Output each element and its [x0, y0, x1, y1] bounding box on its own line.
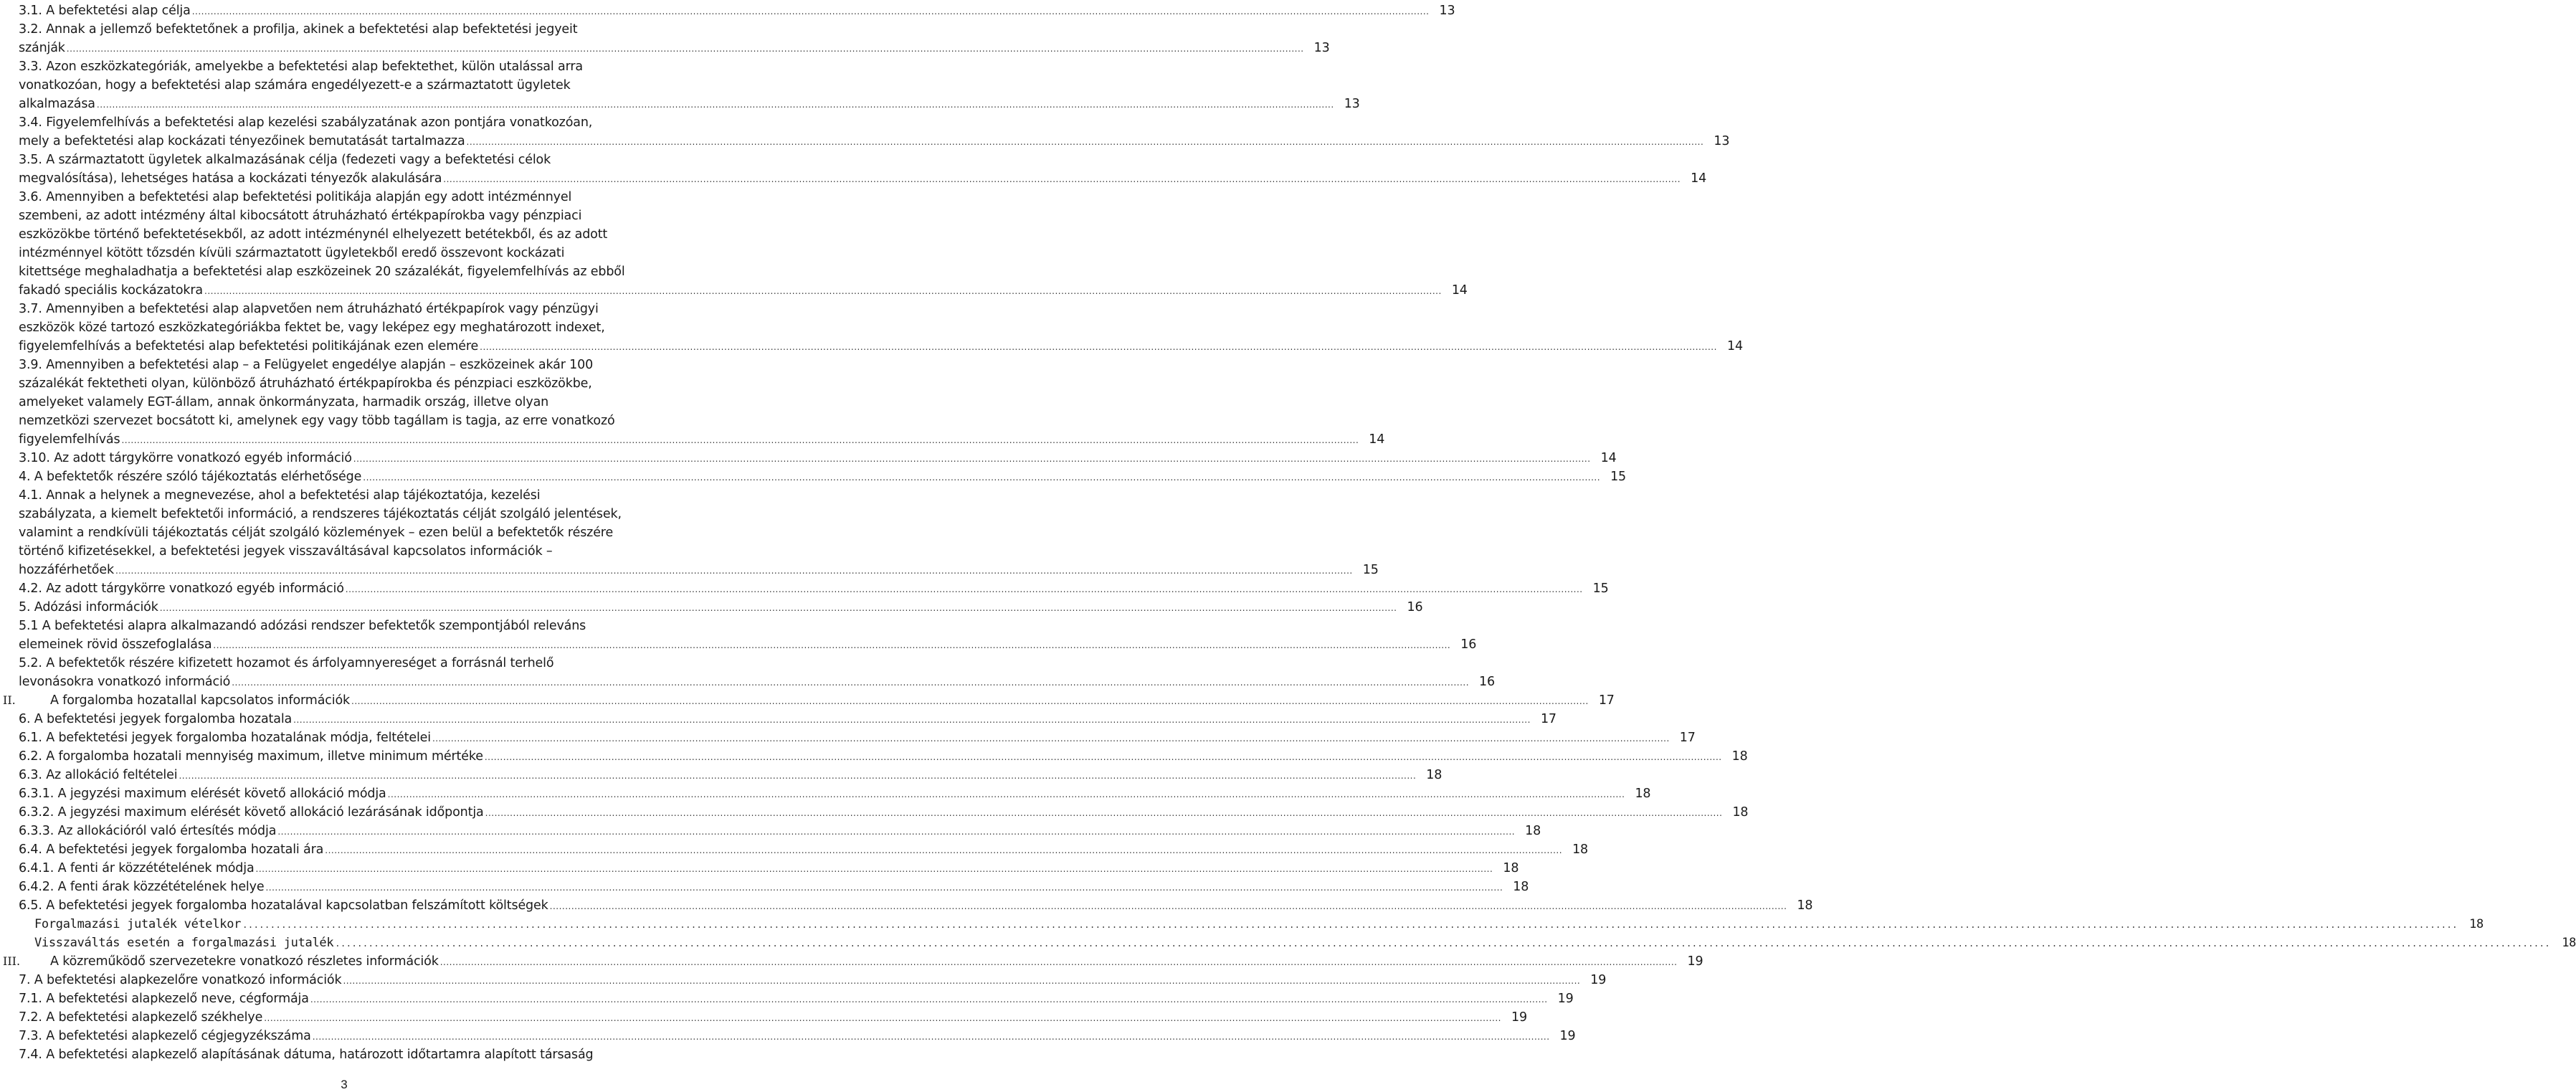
toc-entry[interactable]	[34, 915, 2484, 934]
toc-entry[interactable]	[19, 1027, 1576, 1046]
toc-page-number: 19	[1557, 992, 1574, 1006]
toc-entry[interactable]	[19, 113, 1730, 151]
toc-entry-text: történő kifizetésekkel, a befektetési jegyek visszaváltásával kapcsolatos információk –	[19, 544, 553, 559]
toc-entry-text: 4.1. Annak a helynek a megnevezése, ahol a befektetési alap tájékoztatója, kezelési	[19, 488, 541, 503]
dot-leader: ................................................................................................................................................................................................................................................................................................................................................................................................................	[312, 1032, 1550, 1042]
toc-page-number: 18	[1797, 898, 1813, 913]
dot-leader: ................................................................................................................................................................................................................................................................................................................................................................................................................	[549, 901, 1787, 911]
dot-leader: ................................................................................................................................................................................................................................................................................................................................................................................................................	[325, 845, 1563, 855]
toc-entry[interactable]	[19, 784, 1651, 804]
toc-entry[interactable]	[19, 971, 1607, 990]
toc-entry-text: 4.2. Az adott tárgykörre vonatkozó egyéb információ	[19, 581, 344, 596]
toc-entry-text: A forgalomba hozatallal kapcsolatos információk	[50, 693, 350, 708]
toc-page-number: 13	[1714, 134, 1730, 148]
toc-entry-text: 6. A befektetési jegyek forgalomba hozatala	[19, 712, 293, 726]
toc-entry[interactable]	[19, 300, 1743, 356]
toc-entry[interactable]	[19, 728, 1696, 748]
dot-leader: ................................................................................................................................................................................................................................................................................................................................................................................................................	[232, 678, 1470, 688]
toc-page-number: 16	[1407, 600, 1423, 614]
toc-page-number: 18	[2469, 917, 2484, 931]
dot-leader: ................................................................................................................................................................................................................................................................................................................................................................................................................	[115, 566, 1353, 576]
toc-entry-text: 6.3. Az allokáció feltételei	[19, 768, 178, 782]
toc-entry-text: Visszaváltás esetén a forgalmazási jutalék	[34, 936, 334, 950]
toc-entry-text: 6.4.2. A fenti árak közzétételének helye	[19, 880, 265, 894]
dot-leader: ................................................................................................................................................................................................................................................................................................................................................................................................................	[343, 976, 1581, 986]
toc-entry[interactable]	[19, 356, 1385, 450]
dot-leader: ................................................................................................................................................................................................................................................................................................................................................................................................................	[353, 454, 1591, 464]
toc-page-number: 19	[1559, 1029, 1576, 1043]
toc-entry-text: vonatkozóan, hogy a befektetési alap számára engedélyezett-e a származtatott ügyletek	[19, 78, 571, 92]
dot-leader: ................................................................................................................................................................................................................................................................................................................................................................................................................	[432, 733, 1670, 744]
toc-entry-text: 7. A befektetési alapkezelőre vonatkozó információk	[19, 973, 342, 987]
toc-page-number: 18	[1426, 768, 1443, 782]
toc-entry-text: 5.2. A befektetők részére kifizetett hozamot és árfolyamnyereséget a forrásnál terhelő	[19, 656, 554, 670]
toc-page-number: 17	[1540, 712, 1556, 726]
toc-entry[interactable]	[19, 151, 1707, 189]
part-number: II.	[3, 693, 16, 707]
toc-entry-text: nemzetközi szervezet bocsátott ki, amelynek egy vagy több tagállam is tagja, az erre vonatkozó	[19, 414, 615, 428]
toc-page-number: 15	[1610, 470, 1627, 484]
toc-entry-text: eszközök közé tartozó eszközkategóriákba fektet be, vagy leképez egy meghatározott indexet,	[19, 321, 605, 335]
toc-entry[interactable]	[50, 691, 1615, 711]
toc-entry[interactable]	[19, 840, 1589, 860]
toc-entry[interactable]	[19, 617, 1477, 655]
toc-entry[interactable]	[19, 654, 1496, 692]
toc-entry[interactable]	[19, 20, 1330, 58]
dot-leader: ................................................................................................................................................................................................................................................................................................................................................................................................................	[159, 603, 1397, 613]
toc-entry-text: kitettsége meghaladhatja a befektetési alap eszközeinek 20 százalékát, figyelemfelhívás az ebből	[19, 265, 625, 279]
dot-leader: ................................................................................................................................................................................................................................................................................................................................................................................................................	[191, 6, 1430, 16]
toc-entry-text: 3.5. A származtatott ügyletek alkalmazásának célja (fedezeti vagy a befektetési célok	[19, 153, 551, 167]
toc-entry-text: 7.3. A befektetési alapkezelő cégjegyzékszáma	[19, 1029, 311, 1043]
toc-page-number: 17	[1598, 693, 1615, 708]
dot-leader: ................................................................................................................................................................................................................................................................................................................................................................................................................	[345, 584, 1583, 594]
part-number: III.	[3, 954, 21, 968]
toc-entry-text: 5.1 A befektetési alapra alkalmazandó adózási rendszer befektetők szempontjából releváns	[19, 619, 586, 633]
toc-entry-text: 3.4. Figyelemfelhívás a befektetési alap kezelési szabályzatának azon pontjára vonatkozóan,	[19, 115, 593, 130]
dot-leader: ................................................................................................................................................................................................................................................................................................................................................................................................................	[293, 715, 1531, 725]
toc-entry[interactable]	[19, 449, 1617, 468]
toc-page-number: 18	[1513, 880, 1529, 894]
toc-entry-text: 3.10. Az adott tárgykörre vonatkozó egyéb információ	[19, 451, 352, 465]
toc-entry-text: 3.1. A befektetési alap célja	[19, 4, 191, 18]
toc-entry[interactable]	[19, 1045, 688, 1064]
toc-entry[interactable]	[19, 1008, 1527, 1027]
toc-entry-text: mely a befektetési alap kockázati tényezőinek bemutatását tartalmazza	[19, 134, 465, 148]
toc-entry-text: 6.1. A befektetési jegyek forgalomba hozatalának módja, feltételei	[19, 731, 431, 745]
toc-page-number: 19	[1590, 973, 1607, 987]
dot-leader: ................................................................................................................................................................................................................................................................................................................................................................................................................	[277, 827, 1516, 837]
toc-entry[interactable]	[19, 188, 1468, 300]
toc-entry-text: 3.6. Amennyiben a befektetési alap befektetési politikája alapján egy adott intézménnyel	[19, 190, 572, 204]
dot-leader: ................................................................................................................................................................................................................................................................................................................................................................................................................	[242, 920, 2458, 930]
dot-leader: ................................................................................................................................................................................................................................................................................................................................................................................................................	[484, 752, 1722, 762]
dot-leader: ................................................................................................................................................................................................................................................................................................................................................................................................................	[439, 957, 1678, 967]
toc-page-number: 14	[1691, 171, 1707, 186]
toc-page-number: 18	[1732, 805, 1749, 820]
dot-leader: ................................................................................................................................................................................................................................................................................................................................................................................................................	[264, 1013, 1501, 1023]
toc-entry-text: 3.7. Amennyiben a befektetési alap alapvetően nem átruházható értékpapírok vagy pénzügyi	[19, 302, 599, 316]
dot-leader: ................................................................................................................................................................................................................................................................................................................................................................................................................	[204, 286, 1442, 296]
toc-entry[interactable]	[19, 598, 1423, 617]
toc-entry[interactable]	[19, 803, 1749, 822]
toc-page-number: 16	[1460, 637, 1477, 652]
toc-entry[interactable]	[19, 989, 1574, 1009]
toc-entry-text: 7.2. A befektetési alapkezelő székhelye	[19, 1010, 263, 1025]
toc-entry-text: alkalmazása	[19, 97, 95, 111]
toc-entry[interactable]	[19, 859, 1519, 878]
toc-page-number: 18	[1635, 787, 1651, 801]
toc-entry-text: valamint a rendkívüli tájékoztatás célját szolgáló közlemények – ezen belül a befektetők részére	[19, 526, 614, 540]
toc-entry-text: hozzáférhetőek	[19, 563, 114, 577]
dot-leader: ................................................................................................................................................................................................................................................................................................................................................................................................................	[485, 808, 1723, 818]
toc-page-number: 18	[1572, 842, 1589, 857]
toc-entry-text: elemeinek rövid összefoglalása	[19, 637, 212, 652]
toc-entry-text: figyelemfelhívás a befektetési alap befektetési politikájának ezen elemére	[19, 339, 479, 353]
toc-entry-text: 6.3.2. A jegyzési maximum elérését követő allokáció lezárásának időpontja	[19, 805, 484, 820]
toc-page-number: 14	[1451, 283, 1468, 298]
dot-leader: ................................................................................................................................................................................................................................................................................................................................................................................................................	[66, 44, 1304, 54]
toc-page-number: 13	[1313, 41, 1330, 55]
toc-entry-text: 7.4. A befektetési alapkezelő alapításának dátuma, határozott időtartamra alapított társaság	[19, 1048, 594, 1062]
toc-page-number: 19	[1511, 1010, 1527, 1025]
toc-page-number: 15	[1362, 563, 1379, 577]
dot-leader: ................................................................................................................................................................................................................................................................................................................................................................................................................	[255, 864, 1493, 874]
dot-leader: ................................................................................................................................................................................................................................................................................................................................................................................................................	[466, 137, 1704, 147]
toc-page-number: 17	[1679, 731, 1696, 745]
toc-entry[interactable]	[19, 766, 1443, 785]
toc-entry-text: 6.5. A befektetési jegyek forgalomba hozatalával kapcsolatban felszámított költségek	[19, 898, 548, 913]
toc-entry-text: A közreműködő szervezetekre vonatkozó részletes információk	[50, 954, 439, 969]
toc-entry-text: szembeni, az adott intézmény által kibocsátott átruházható értékpapírokba vagy pénzpiaci	[19, 209, 582, 223]
toc-entry[interactable]	[19, 467, 1627, 487]
dot-leader: ................................................................................................................................................................................................................................................................................................................................................................................................................	[363, 473, 1601, 483]
toc-page-number: 15	[1592, 581, 1609, 596]
toc-entry-text: 6.3.1. A jegyzési maximum elérését követő allokáció módja	[19, 787, 386, 801]
toc-entry-text: levonásokra vonatkozó információ	[19, 675, 231, 689]
dot-leader: ................................................................................................................................................................................................................................................................................................................................................................................................................	[310, 994, 1548, 1005]
dot-leader: ................................................................................................................................................................................................................................................................................................................................................................................................................	[179, 771, 1417, 781]
toc-page-number: 19	[1687, 954, 1703, 969]
toc-entry-text: figyelemfelhívás	[19, 432, 120, 447]
toc-page-number: 16	[1479, 675, 1496, 689]
toc-page-number: 14	[1600, 451, 1617, 465]
toc-entry-text: fakadó speciális kockázatokra	[19, 283, 203, 298]
toc-entry-text: 3.2. Annak a jellemző befektetőnek a profilja, akinek a befektetési alap befektetési jegyeit	[19, 22, 578, 37]
toc-entry[interactable]	[50, 952, 1703, 972]
toc-entry[interactable]	[19, 486, 1379, 580]
dot-leader: ................................................................................................................................................................................................................................................................................................................................................................................................................	[96, 100, 1334, 110]
toc-entry-text: megvalósítása), lehetséges hatása a kockázati tényezők alakulására	[19, 171, 442, 186]
toc-entry-text: 3.3. Azon eszközkategóriák, amelyekbe a befektetési alap befektethet, külön utalással arra	[19, 60, 583, 74]
toc-entry-text: Forgalmazási jutalék vételkor	[34, 917, 242, 931]
dot-leader: ................................................................................................................................................................................................................................................................................................................................................................................................................	[443, 174, 1681, 184]
toc-entry-text: intézménnyel kötött tőzsdén kívüli származtatott ügyletekből eredő összevont kockázati	[19, 246, 565, 260]
toc-entry-text: 6.2. A forgalomba hozatali mennyiség maximum, illetve minimum mértéke	[19, 749, 483, 764]
toc-entry[interactable]	[34, 934, 2576, 953]
toc-entry-text: 5. Adózási információk	[19, 600, 158, 614]
toc-entry-text: 3.9. Amennyiben a befektetési alap – a Felügyelet engedélye alapján – eszközeinek akár 100	[19, 358, 594, 372]
toc-entry[interactable]	[19, 747, 1748, 766]
toc-entry[interactable]	[19, 822, 1541, 841]
dot-leader: ................................................................................................................................................................................................................................................................................................................................................................................................................	[121, 435, 1359, 445]
toc-entry-text: szánják	[19, 41, 65, 55]
toc-page-number: 13	[1344, 97, 1360, 111]
page-number: 3	[341, 1078, 348, 1091]
toc-entry-text: 4. A befektetők részére szóló tájékoztatás elérhetősége	[19, 470, 362, 484]
toc-entry-text: eszközökbe történő befektetésekből, az adott intézménynél elhelyezett betétekből, és az adott	[19, 227, 608, 242]
toc-page-number: 18	[1731, 749, 1748, 764]
toc-entry-text: amelyeket valamely EGT-állam, annak önkormányzata, harmadik ország, illetve olyan	[19, 395, 549, 409]
toc-page-number: 18	[1503, 861, 1519, 875]
toc-page-number: 18	[2562, 936, 2576, 950]
dot-leader: ................................................................................................................................................................................................................................................................................................................................................................................................................	[351, 696, 1589, 706]
dot-leader: ................................................................................................................................................................................................................................................................................................................................................................................................................	[335, 939, 2551, 949]
toc-entry-text: szabályzata, a kiemelt befektetői információ, a rendszeres tájékoztatás célját szolgáló jelentések,	[19, 507, 622, 521]
toc-entry[interactable]	[19, 710, 1556, 729]
toc-entry[interactable]	[19, 896, 1813, 916]
dot-leader: ................................................................................................................................................................................................................................................................................................................................................................................................................	[213, 640, 1451, 650]
toc-entry-text: 7.1. A befektetési alapkezelő neve, cégformája	[19, 992, 309, 1006]
toc-entry[interactable]	[19, 57, 1360, 114]
toc-page-number: 14	[1726, 339, 1743, 353]
toc-entry-text: 6.4.1. A fenti ár közzétételének módja	[19, 861, 255, 875]
toc-entry[interactable]	[19, 878, 1529, 897]
toc-entry-text: 6.4. A befektetési jegyek forgalomba hozatali ára	[19, 842, 324, 857]
dot-leader: ................................................................................................................................................................................................................................................................................................................................................................................................................	[387, 789, 1625, 799]
toc-entry-text: 6.3.3. Az allokációról való értesítés módja	[19, 824, 277, 838]
toc-page-number: 13	[1439, 4, 1455, 18]
toc-entry[interactable]	[19, 579, 1609, 599]
toc-page-number: 14	[1369, 432, 1385, 447]
dot-leader: ................................................................................................................................................................................................................................................................................................................................................................................................................	[480, 342, 1717, 352]
toc-page-number: 18	[1525, 824, 1541, 838]
toc-entry[interactable]	[19, 1, 1455, 21]
toc-entry-text: százalékát fektetheti olyan, különböző átruházható értékpapírokba és pénzpiaci eszközökbe,	[19, 376, 592, 391]
dot-leader: ................................................................................................................................................................................................................................................................................................................................................................................................................	[265, 883, 1503, 893]
